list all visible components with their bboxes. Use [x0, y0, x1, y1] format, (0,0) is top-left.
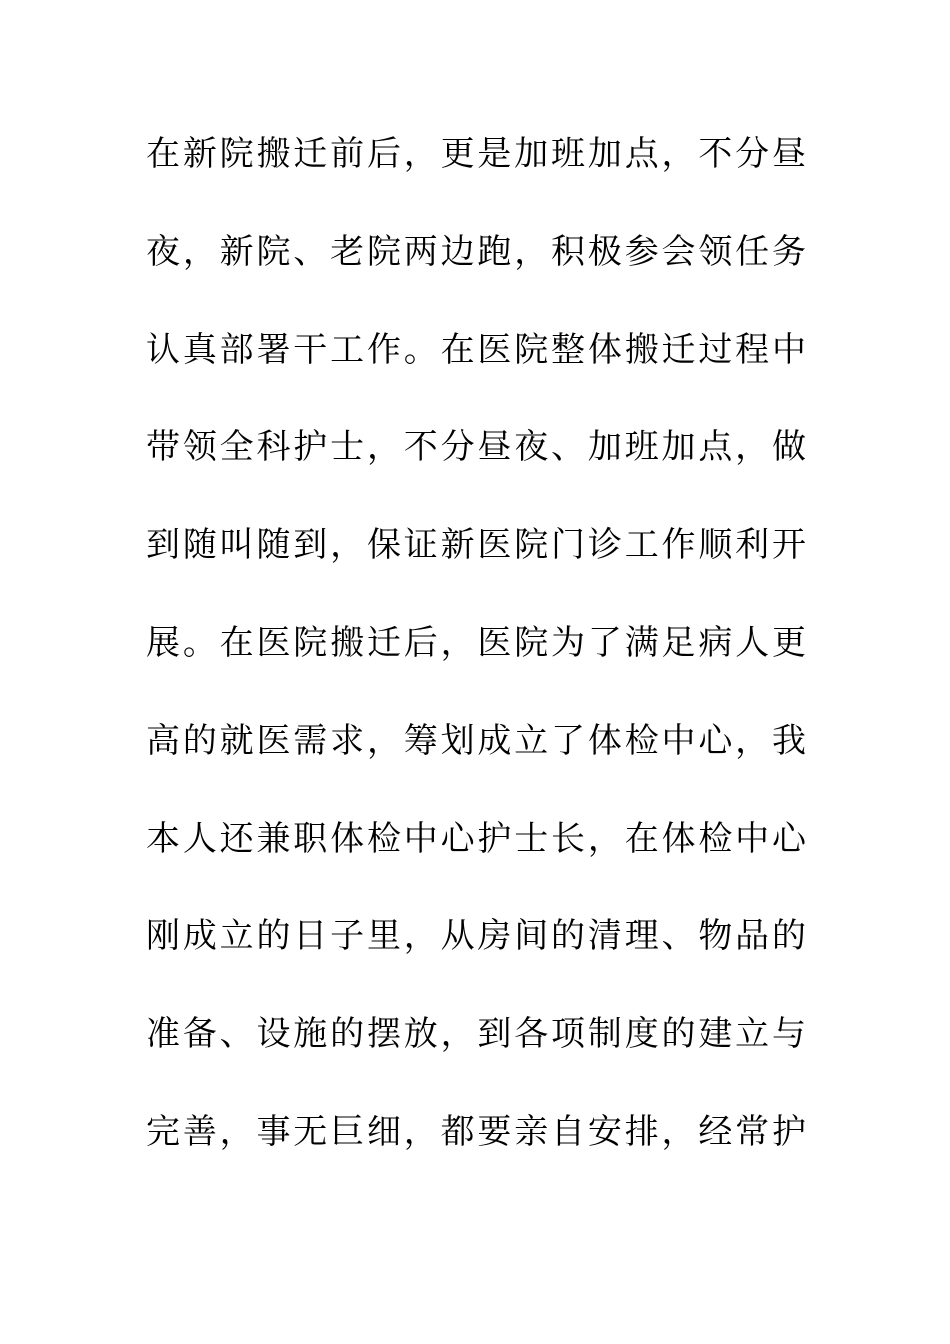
text-line: 高的就医需求，筹划成立了体检中心，我 — [146, 720, 806, 761]
text-line: 认真部署干工作。在医院整体搬迁过程中 — [146, 329, 806, 370]
text-line: 到随叫随到，保证新医院门诊工作顺利开 — [146, 525, 806, 566]
text-line: 夜，新院、老院两边跑，积极参会领任务 — [146, 231, 806, 272]
text-line: 完善，事无巨细，都要亲自安排，经常护 — [146, 1111, 806, 1152]
text-line: 展。在医院搬迁后，医院为了满足病人更 — [146, 622, 806, 663]
text-line: 带领全科护士，不分昼夜、加班加点，做 — [146, 427, 806, 468]
text-line: 在新院搬迁前后，更是加班加点，不分昼 — [146, 134, 806, 174]
text-line: 本人还兼职体检中心护士长，在体检中心 — [146, 818, 806, 859]
text-line: 准备、设施的摆放，到各项制度的建立与 — [146, 1014, 806, 1055]
body-paragraph — [146, 125, 806, 1201]
text-line: 刚成立的日子里，从房间的清理、物品的 — [146, 916, 806, 957]
